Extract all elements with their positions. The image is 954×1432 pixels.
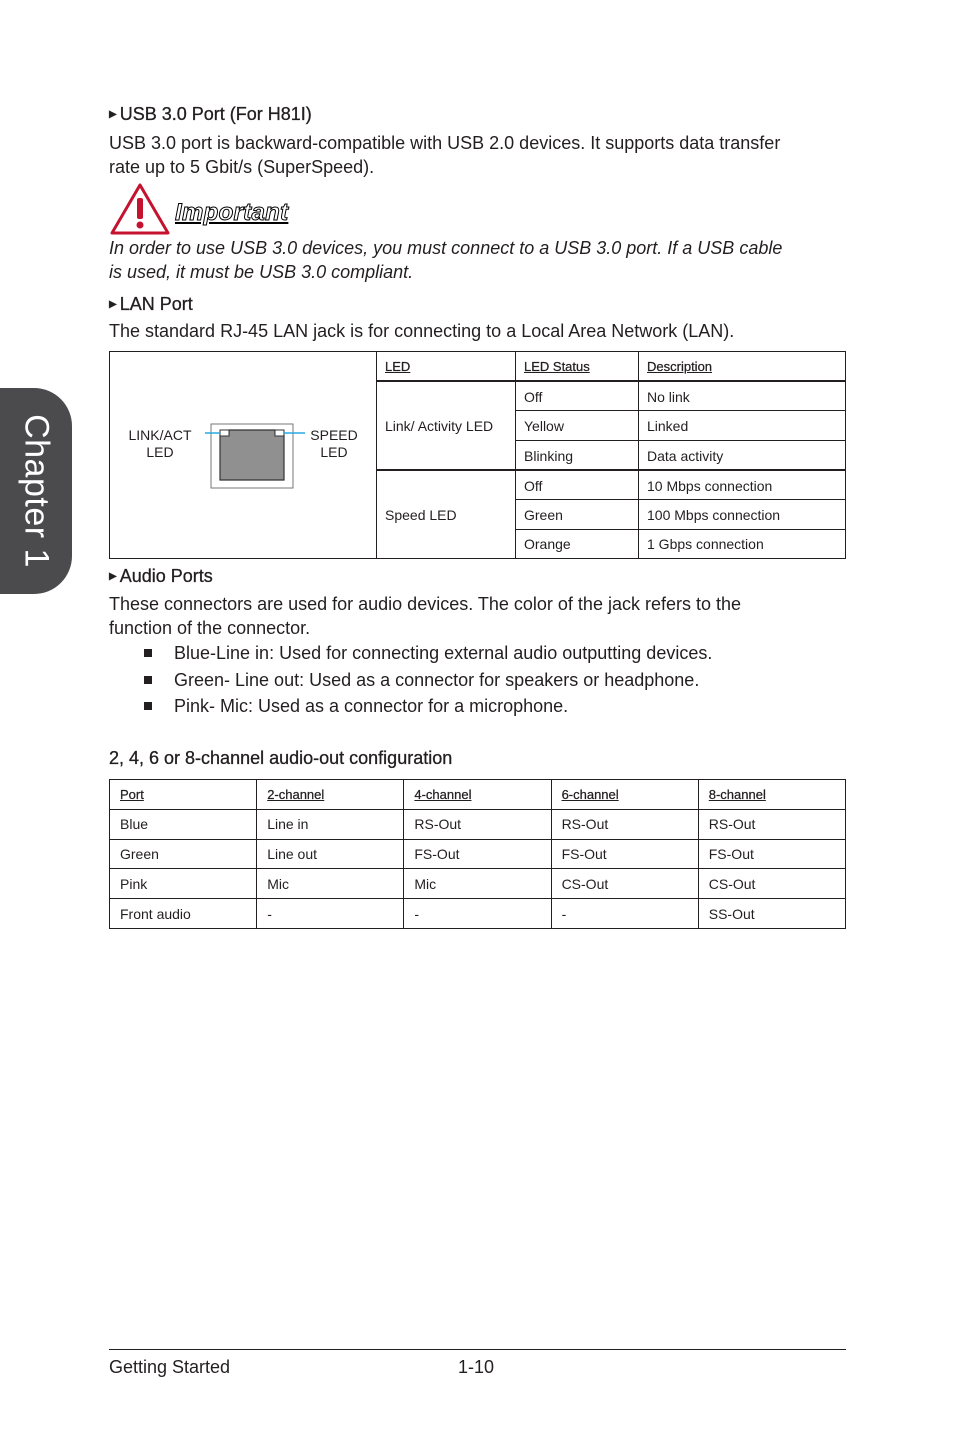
table-cell: FS-Out (404, 839, 551, 869)
table-cell: - (551, 899, 698, 929)
table-header-cell: 4-channel (404, 780, 551, 810)
rj45-jack-diagram (205, 404, 305, 490)
table-cell: Green (110, 839, 257, 869)
speed-label-line2: LED (320, 444, 348, 460)
square-bullet-icon (144, 676, 152, 684)
table-cell: CS-Out (698, 869, 845, 899)
link-act-label-line2: LED (146, 444, 174, 460)
audio-config-heading: 2, 4, 6 or 8-channel audio-out configuration (109, 748, 453, 768)
important-note (109, 236, 782, 284)
lan-led-status: Orange (524, 536, 571, 552)
table-cell: RS-Out (698, 809, 845, 839)
lan-led-status: Blinking (524, 447, 574, 464)
list-item (144, 641, 712, 665)
table-cell: Line in (257, 809, 404, 839)
lan-heading-text: LAN Port (119, 294, 193, 314)
table-cell: RS-Out (551, 809, 698, 839)
list-item (144, 668, 699, 692)
usb-paragraph-line2: rate up to 5 Gbit/s (SuperSpeed). (109, 157, 375, 177)
table-cell: FS-Out (551, 839, 698, 869)
table-cell: Pink (110, 869, 257, 899)
usb-heading-text: USB 3.0 Port (For H81I) (119, 104, 312, 124)
square-bullet-icon (144, 649, 152, 657)
audio-paragraph-line2: function of the connector. (109, 618, 311, 638)
lan-header-status: LED Status (524, 359, 590, 374)
link-act-label-line1: LINK/ACT (128, 427, 192, 443)
lan-led-description: Linked (647, 417, 689, 434)
list-item (144, 694, 568, 718)
table-cell: RS-Out (404, 809, 551, 839)
audio-config-table (109, 779, 846, 929)
table-row (110, 899, 846, 929)
speed-label-line1: SPEED (310, 427, 358, 443)
lan-led-status: Green (524, 506, 563, 523)
lan-led-description: No link (647, 388, 690, 405)
table-cell: SS-Out (698, 899, 845, 929)
link-act-led-label (115, 427, 205, 461)
footer-divider (109, 1349, 846, 1350)
audio-heading-text: Audio Ports (119, 566, 213, 586)
lan-led-table (109, 351, 846, 559)
table-header-cell: 6-channel (551, 780, 698, 810)
lan-led-description: 100 Mbps connection (647, 506, 781, 523)
lan-led-description: Data activity (647, 447, 724, 464)
table-header-row (110, 780, 846, 810)
lan-header-description: Description (647, 359, 713, 374)
lan-led-status: Yellow (524, 417, 564, 434)
table-header-cell: Port (110, 780, 257, 810)
table-cell: CS-Out (551, 869, 698, 899)
table-cell: Front audio (110, 899, 257, 929)
lan-heading (109, 294, 193, 315)
audio-paragraph (109, 592, 741, 640)
triangle-bullet-icon: ▶ (109, 571, 117, 582)
usb-paragraph (109, 131, 780, 179)
table-cell: - (404, 899, 551, 929)
lan-led-status: Off (524, 388, 543, 405)
table-row (110, 869, 846, 899)
chapter-tab-label: Chapter 1 (17, 414, 56, 568)
lan-led-status: Off (524, 477, 543, 494)
lan-led-description: 1 Gbps connection (647, 536, 764, 552)
table-cell: Mic (257, 869, 404, 899)
chapter-tab (0, 388, 72, 594)
important-title: Important (175, 199, 289, 226)
usb-heading (109, 104, 312, 125)
lan-led-name: Link/ Activity LED (385, 418, 494, 434)
table-row (110, 809, 846, 839)
table-cell: Mic (404, 869, 551, 899)
audio-paragraph-line1: These connectors are used for audio devices. The color of the jack refers to the (109, 594, 742, 614)
table-cell: Line out (257, 839, 404, 869)
page-number: 1-10 (458, 1357, 495, 1377)
table-header-cell: 2-channel (257, 780, 404, 810)
lan-header-led: LED (385, 359, 411, 374)
lan-paragraph: The standard RJ-45 LAN jack is for connecting to a Local Area Network (LAN). (109, 321, 735, 341)
table-cell: Blue (110, 809, 257, 839)
table-row (110, 839, 846, 869)
square-bullet-icon (144, 702, 152, 710)
audio-heading (109, 566, 213, 587)
triangle-bullet-icon: ▶ (109, 299, 117, 310)
list-item-text: Pink- Mic: Used as a connector for a microphone. (174, 696, 569, 716)
usb-paragraph-line1: USB 3.0 port is backward-compatible with USB 2.0 devices. It supports data transfer (109, 133, 781, 153)
triangle-bullet-icon: ▶ (109, 109, 117, 120)
list-item-text: Blue-Line in: Used for connecting external audio outputting devices. (174, 643, 713, 663)
important-note-line1: In order to use USB 3.0 devices, you must connect to a USB 3.0 port. If a USB cable (109, 238, 783, 258)
table-header-cell: 8-channel (698, 780, 845, 810)
speed-led-label (306, 427, 362, 461)
table-cell: FS-Out (698, 839, 845, 869)
lan-led-description: 10 Mbps connection (647, 477, 773, 494)
list-item-text: Green- Line out: Used as a connector for speakers or headphone. (174, 670, 700, 690)
important-note-line2: is used, it must be USB 3.0 compliant. (109, 262, 414, 282)
footer-section-title: Getting Started (109, 1357, 231, 1377)
lan-led-name: Speed LED (385, 507, 457, 523)
warning-icon (109, 182, 171, 236)
table-cell: - (257, 899, 404, 929)
